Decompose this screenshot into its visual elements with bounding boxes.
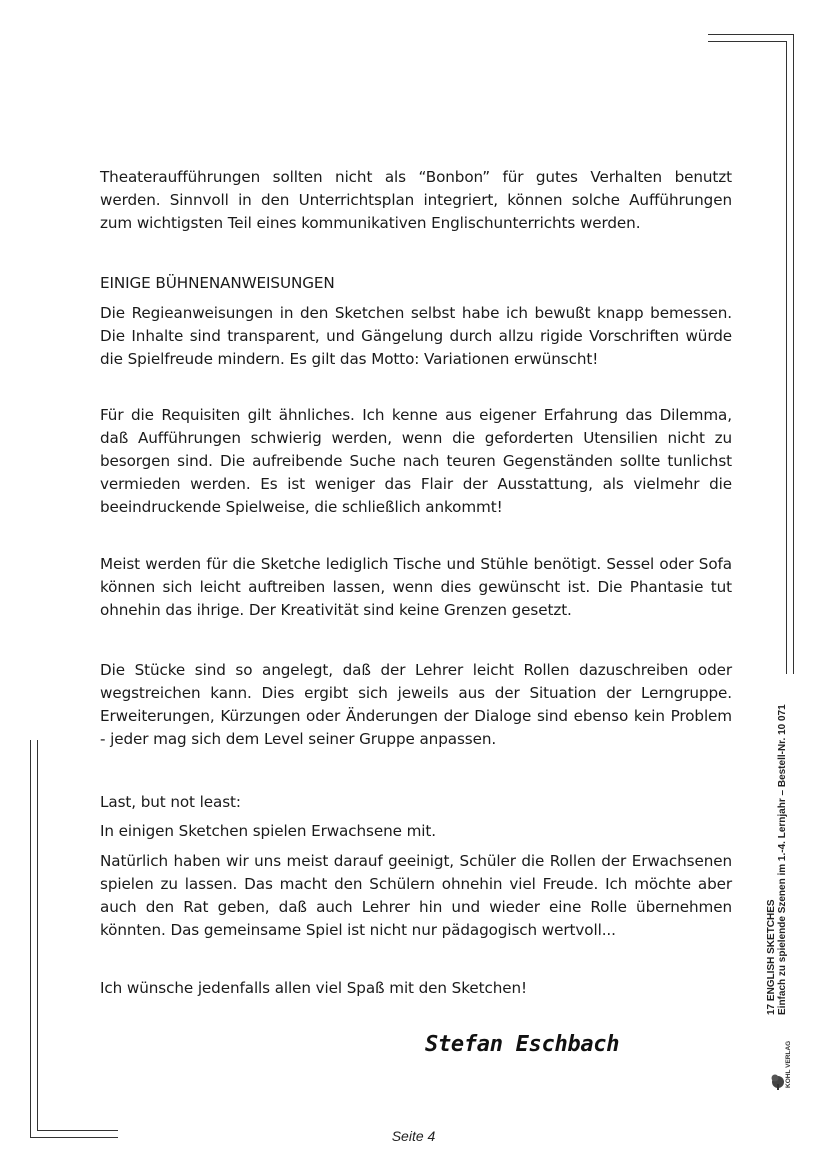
frame-left-line-inner [37, 740, 38, 1131]
paragraph-text: Theateraufführungen sollten nicht als “Bonbon” für gutes Verhalten benutzt werden. Sinnvoll in den Unterrichtsplan integriert, können solche Aufführungen zum wichtigsten Teil eines kommunikativen Englischunterrichts werden. [100, 168, 732, 232]
publisher-logo [770, 1040, 794, 1092]
heading-text: EINIGE BÜHNENANWEISUNGEN [100, 274, 335, 292]
frame-right-line [793, 34, 794, 674]
paragraph-text: Natürlich haben wir uns meist darauf geeinigt, Schüler die Rollen der Erwachsenen spielen zu lassen. Das macht den Schülern ohnehin viel Freude. Ich möchte aber auch den Rat geben, daß auch Lehrer hin und wieder eine Rolle übernehmen könnten. Das gemeinsame Spiel ist nicht nur pädagogisch wertvoll... [100, 852, 732, 939]
paragraph-text: Meist werden für die Sketche lediglich Tische und Stühle benötigt. Sessel oder Sofa können sich leicht auftreiben lassen, wenn dies gewünscht ist. Die Phantasie tut ohnehin das ihrige. Der Kreativität sind keine Grenzen gesetzt. [100, 555, 732, 619]
paragraph-requisiten [100, 404, 732, 519]
frame-right-line-inner [786, 41, 787, 674]
frame-left-line [30, 740, 31, 1138]
paragraph-erwachsene [100, 820, 732, 843]
paragraph-text: Die Regieanweisungen in den Sketchen selbst habe ich bewußt knapp bemessen. Die Inhalte sind transparent, und Gängelung durch allzu rigide Vorschriften würde die Spielfreude mindern. Es gilt das Motto: Variationen erwünscht! [100, 304, 732, 368]
tree-icon [772, 1075, 785, 1091]
paragraph-regie [100, 302, 732, 371]
paragraph-rollen [100, 659, 732, 751]
paragraph-text: In einigen Sketchen spielen Erwachsene mit. [100, 822, 436, 840]
section-heading [100, 272, 732, 295]
paragraph-text: Last, but not least: [100, 793, 241, 811]
side-label-title: 17 ENGLISH SKETCHES [766, 899, 777, 1015]
side-label-subtitle: Einfach zu spielende Szenen im 1.-4. Lernjahr – Bestell-Nr. 10 071 [777, 704, 788, 1015]
paragraph-text: Die Stücke sind so angelegt, daß der Lehrer leicht Rollen dazuschreiben oder wegstreichen kann. Dies ergibt sich jeweils aus der Situation der Lerngruppe. Erweiterungen, Kürzungen oder Änderungen der Dialoge sind ebenso kein Problem - jeder mag sich dem Level seiner Gruppe anpassen. [100, 661, 732, 748]
paragraph-text: Für die Requisiten gilt ähnliches. Ich kenne aus eigener Erfahrung das Dilemma, daß Aufführungen schwierig werden, wenn die geforderten Utensilien nicht zu besorgen sind. Die aufreibende Suche nach teuren Gegenständen sollte tunlichst vermieden werden. Es ist weniger das Flair der Ausstattung, als vielmehr die beeindruckende Spielweise, die schließlich ankommt! [100, 406, 732, 516]
frame-top-line [708, 34, 794, 35]
page-number: Seite 4 [391, 1128, 436, 1144]
paragraph-intro [100, 166, 732, 235]
author-signature: Stefan Eschbach [425, 1032, 620, 1057]
paragraph-natuerlich [100, 850, 732, 942]
paragraph-last [100, 791, 732, 814]
frame-top-line-inner [708, 41, 787, 42]
side-label [766, 704, 788, 1015]
publisher-name: KOHL VERLAG [785, 1040, 792, 1088]
paragraph-closing [100, 977, 732, 1000]
paragraph-moebel [100, 553, 732, 622]
paragraph-text: Ich wünsche jedenfalls allen viel Spaß mit den Sketchen! [100, 979, 528, 997]
